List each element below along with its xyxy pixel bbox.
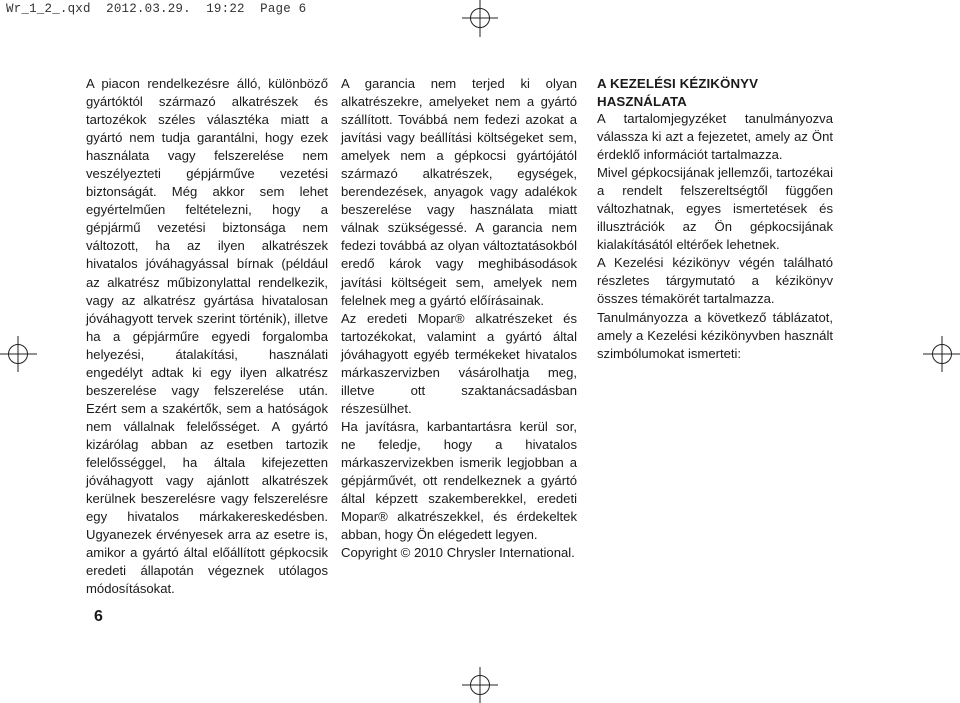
registration-mark-right-icon [922, 335, 960, 373]
registration-mark-bottom-icon [461, 666, 499, 703]
section-heading: A KEZELÉSI KÉZIKÖNYV HASZNÁLATA [597, 76, 759, 109]
body-paragraph: A piacon rendelkezésre álló, különböző gyártóktól származó alkatrészek és tartozékok széles választéka miatt a gyártó nem tudja garantálni, hogy ezek használata vagy felszerelése nem veszélyezteti gépjárműve vezetési biztonságát. Még akkor sem lehet egyértelműen feltételezni, hogy a gépjármű vezetési biztonsága nem változott, ha az ilyen alkatrészek hivatalos jóváhagyással bírnak (például az alkatrész műbizonylattal rendelkezik, vagy az alkatrész gyártása hivatalosan jóváhagyott tervek szerint történik), illetve ha a gépjárműre egyedi forgalomba helyezési, átalakítási, használati engedélyt adtak ki egy ilyen alkatrész beszerelése vagy felszerelése után. Ezért sem a szakértők, sem a hatóságok nem vállalnak felelősséget. A gyártó kizárólag abban az esetben tartozik felelősséggel, ha általa kifejezetten jóváhagyott vagy ajánlott alkatrészek kerülnek beszerelésre vagy felszerelésre egy hivatalos márkakereskedésben. Ugyanezek érvényesek arra az esetre is, amikor a gyártó által előállított gépkocsik eredeti állapotán végeznek utólagos módosításokat. [86, 76, 328, 597]
body-paragraph: A tartalomjegyzéket tanulmányozva válassza ki azt a fejezetet, amely az Önt érdeklő információt tartalmazza. [597, 111, 833, 163]
text-column-right [597, 75, 833, 363]
body-paragraph: Az eredeti Mopar® alkatrészeket és tartozékokat, valamint a gyártó által jóváhagyott egyéb termékeket hivatalos márkaszervizben vásárolhatja meg, illetve ott szaktanácsadásban részesülhet. [341, 310, 577, 416]
page-number: 6 [94, 608, 103, 625]
body-paragraph: A garancia nem terjed ki olyan alkatrészekre, amelyeket nem a gyártó szállított. Továbbá nem fedezi azokat a javítási vagy beállítási költségeket sem, amelyek nem a gépkocsi gyártójától származó alkatrészek, egységek, berendezések, anyagok vagy adalékok beszerelése vagy használata miatt válnak szükségessé. A garancia nem fedezi továbbá az olyan változtatásokból eredő károk vagy meghibásodások javítási költségeit sem, amelyek nem felelnek meg a gyártó előírásainak. [341, 76, 577, 308]
print-slug: Wr_1_2_.qxd 2012.03.29. 19:22 Page 6 [6, 2, 307, 16]
registration-mark-top-icon [461, 0, 499, 38]
body-paragraph: Mivel gépkocsijának jellemzői, tartozékai a rendelt felszereltségtől függően változhatnak, egyes ismertetések és illusztrációk az Ön gépkocsijának kialakításától eltérőek lehetnek. [597, 165, 833, 253]
text-column-middle [341, 75, 577, 562]
text-column-left [86, 75, 328, 598]
body-paragraph: A Kezelési kézikönyv végén található részletes tárgymutató a kézikönyv összes témakörét tartalmazza. [597, 255, 833, 307]
body-paragraph: Copyright © 2010 Chrysler International. [341, 545, 575, 561]
body-paragraph: Ha javításra, karbantartásra kerül sor, ne feledje, hogy a hivatalos márkaszervizekben ismerik legjobban a gépjárművét, ott rendelkeznek a gyártó által képzett szakemberekkel, eredeti Mopar® alkatrészekkel, és érdekeltek abban, hogy Ön elégedett legyen. [341, 418, 577, 543]
body-paragraph: Tanulmányozza a következő táblázatot, amely a Kezelési kézikönyvben használt szimbólumokat ismerteti: [597, 309, 833, 361]
registration-mark-left-icon [0, 335, 38, 373]
